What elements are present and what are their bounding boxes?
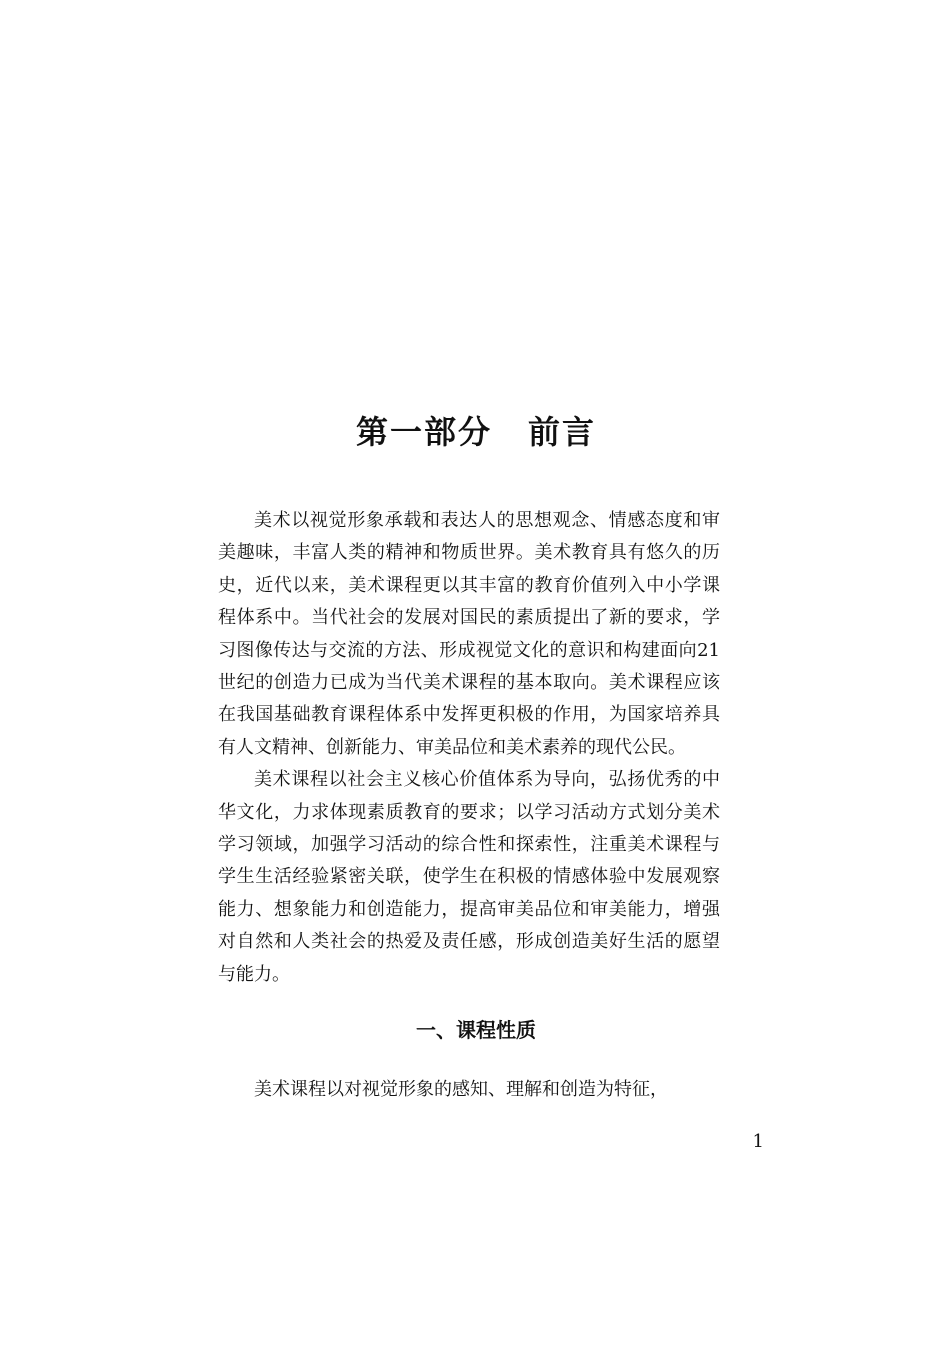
preface-body [218,505,720,991]
page-number: 1 [752,1131,764,1152]
part-title [0,410,952,454]
preface-paragraph-1: 美术以视觉形象承载和表达人的思想观念、情感态度和审美趣味，丰富人类的精神和物质世界。美术教育具有悠久的历史，近代以来，美术课程更以其丰富的教育价值列入中小学课程体系中。当代社会的发展对国民的素质提出了新的要求，学习图像传达与交流的方法、形成视觉文化的意识和构建面向21世纪的创造力已成为当代美术课程的基本取向。美术课程应该在我国基础教育课程体系中发挥更积极的作用，为国家培养具有人文精神、创新能力、审美品位和美术素养的现代公民。 [218,510,720,758]
section-body [218,1074,720,1106]
preface-paragraph-2: 美术课程以社会主义核心价值体系为导向，弘扬优秀的中华文化，力求体现素质教育的要求；以学习活动方式划分美术学习领域，加强学习活动的综合性和探索性，注重美术课程与学生生活经验紧密关联，使学生在积极的情感体验中发展观察能力、想象能力和创造能力，提高审美品位和审美能力，增强对自然和人类社会的热爱及责任感，形成创造美好生活的愿望与能力。 [218,769,720,985]
section-paragraph-1: 美术课程以对视觉形象的感知、理解和创造为特征， [254,1079,668,1100]
part-title-name: 前言 [528,413,597,451]
part-title-part: 第一部分 [355,413,492,451]
section-heading: 一、课程性质 [416,1018,536,1042]
